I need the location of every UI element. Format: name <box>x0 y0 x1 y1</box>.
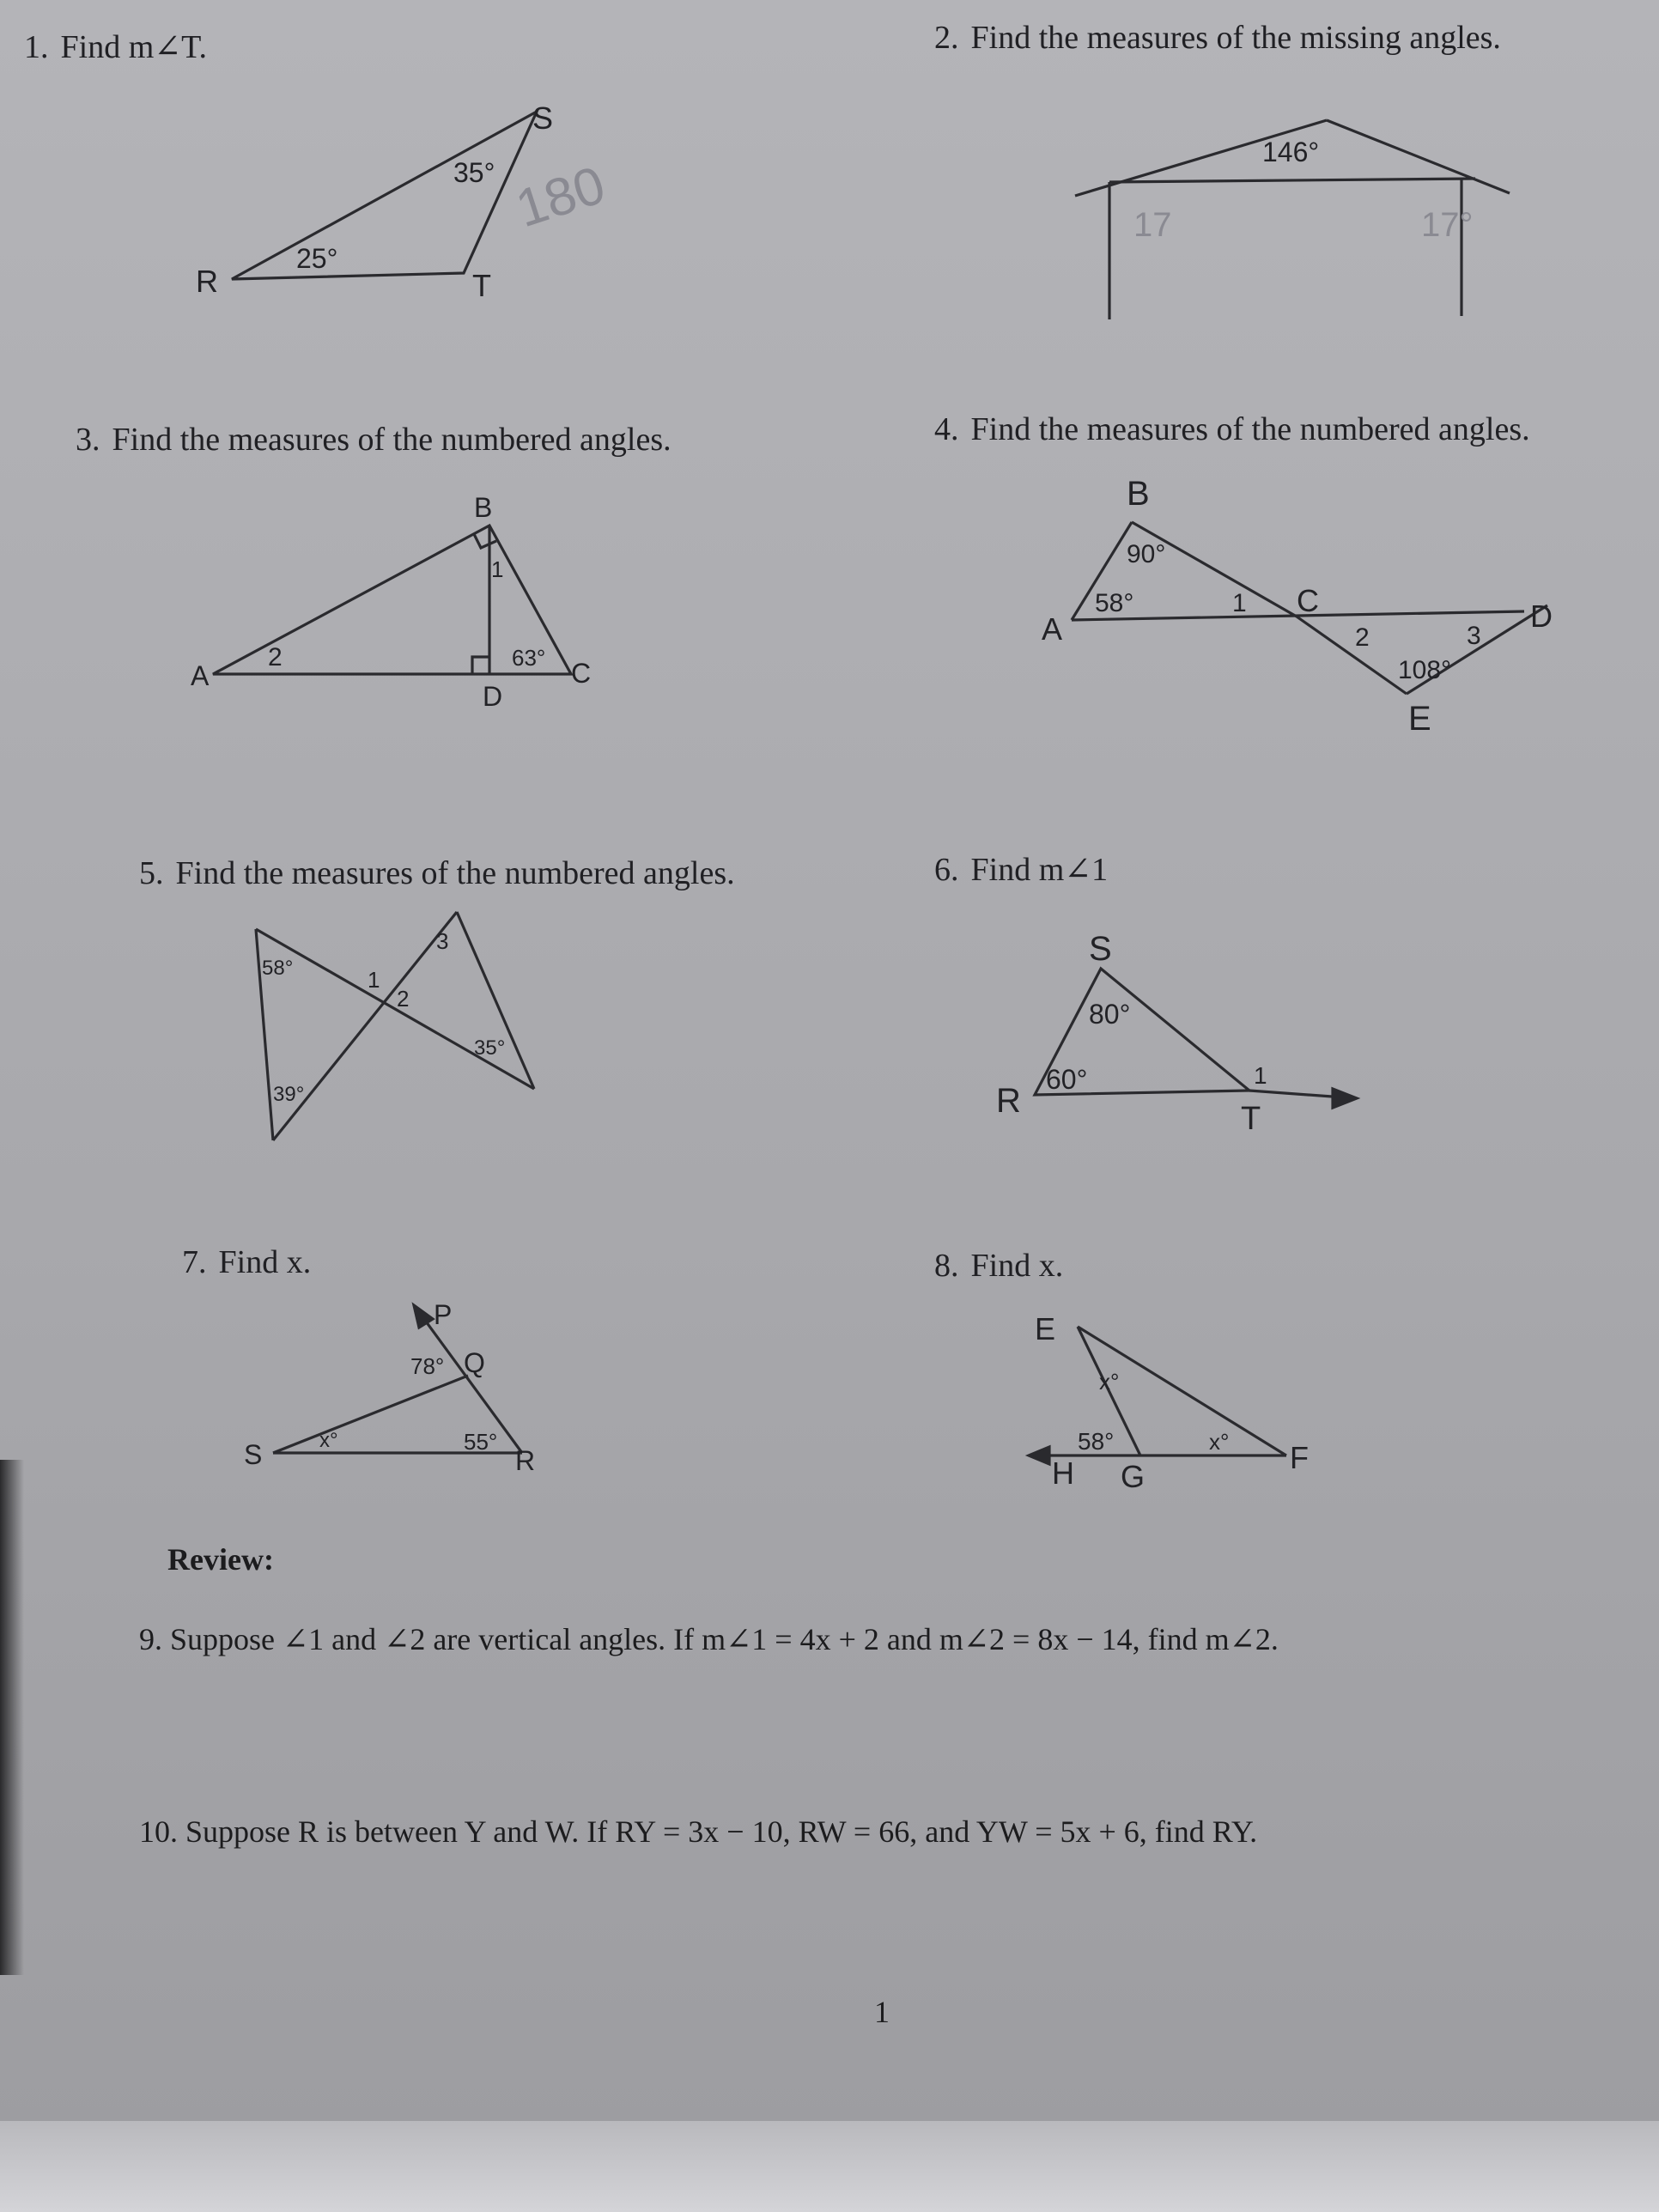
label-d: D <box>483 681 503 712</box>
roof-right-slope <box>1327 120 1510 193</box>
problem-5-text: Find the measures of the numbered angles. <box>175 855 735 891</box>
right-side <box>457 912 534 1089</box>
handwritten-note: 180 <box>509 155 612 240</box>
problem-3-text: Find the measures of the numbered angles. <box>112 422 672 458</box>
angle-2-label: 2 <box>397 986 410 1012</box>
right-angle-mark-d <box>472 657 489 674</box>
angle-r-measure: 60° <box>1046 1064 1088 1095</box>
review-heading: Review: <box>167 1542 274 1577</box>
angle-1-label: 1 <box>1232 589 1247 617</box>
angle-bottom-left-measure: 39° <box>273 1083 305 1106</box>
problem-2-prompt <box>934 19 1501 57</box>
right-angle-mark-b <box>474 534 496 548</box>
problem-6-number: 6. <box>934 852 959 888</box>
problem-7-prompt <box>182 1243 311 1281</box>
angle-1-label: 1 <box>1254 1062 1267 1089</box>
angle-c-measure: 63° <box>512 645 546 671</box>
angle-r-measure: 55° <box>464 1429 498 1455</box>
angle-1-label: 1 <box>368 967 380 993</box>
problem-5-number: 5. <box>139 855 164 891</box>
problem-1-prompt <box>24 27 207 66</box>
segment-ce <box>1297 617 1407 694</box>
label-s: S <box>532 100 554 136</box>
angle-s-measure: 35° <box>453 157 495 188</box>
problem-2-text: Find the measures of the missing angles. <box>970 20 1501 56</box>
label-p: P <box>434 1299 453 1330</box>
label-h: H <box>1052 1455 1074 1491</box>
angle-q-measure: 78° <box>410 1353 445 1379</box>
angle-s-measure: 80° <box>1089 999 1131 1030</box>
label-a: A <box>1042 611 1063 647</box>
angle-2-label: 2 <box>1355 623 1370 652</box>
label-d: D <box>1530 599 1553 634</box>
left-angle-handwritten: 17 <box>1133 206 1172 244</box>
angle-1-label: 1 <box>491 556 504 582</box>
problem-6-prompt <box>934 850 1108 889</box>
angle-e-measure: 108° <box>1398 656 1452 684</box>
label-a: A <box>191 660 210 691</box>
label-e: E <box>1408 700 1431 738</box>
review-question-10: 10. Suppose R is between Y and W. If RY = 3x − 10, RW = 66, and YW = 5x + 6, find RY. <box>139 1814 1258 1849</box>
problem-4-number: 4. <box>934 411 959 447</box>
problem-5-prompt <box>139 854 735 892</box>
problem-7-text: Find x. <box>218 1244 312 1280</box>
page-number: 1 <box>874 1995 890 2029</box>
problem-8-number: 8. <box>934 1248 959 1284</box>
problem-4-prompt <box>934 410 1530 448</box>
label-b: B <box>1127 475 1150 513</box>
problem-3-number: 3. <box>76 422 100 458</box>
left-diagonal <box>256 929 534 1089</box>
problem-3-prompt <box>76 421 672 459</box>
angle-3-label: 3 <box>436 928 449 954</box>
ray-rt-extended <box>1249 1091 1344 1097</box>
triangle-rst <box>232 112 537 279</box>
angle-r-measure: 25° <box>296 243 338 274</box>
label-b: B <box>474 492 493 523</box>
review-question-9: 9. Suppose ∠1 and ∠2 are vertical angles. If m∠1 = 4x + 2 and m∠2 = 8x − 14, find m∠2. <box>139 1622 1279 1656</box>
label-r: R <box>515 1445 536 1476</box>
ray-h-arrowhead <box>1029 1447 1049 1464</box>
label-c: C <box>1297 583 1319 618</box>
right-angle-handwritten: 17° <box>1421 206 1474 244</box>
angle-2-label: 2 <box>268 643 283 672</box>
label-s: S <box>1089 930 1112 968</box>
angle-f-measure: x° <box>1209 1429 1230 1455</box>
label-t: T <box>1241 1101 1261 1137</box>
label-r: R <box>196 264 218 299</box>
roof-base <box>1109 179 1475 182</box>
apex-angle-measure: 146° <box>1262 137 1320 167</box>
cross-diagonal <box>273 912 457 1140</box>
ray-arrowhead <box>1333 1089 1357 1108</box>
segment-sq <box>273 1376 468 1453</box>
problem-7-number: 7. <box>182 1244 207 1280</box>
problem-8-text: Find x. <box>970 1248 1064 1284</box>
label-q: Q <box>464 1347 485 1378</box>
problem-1-number: 1. <box>24 29 49 65</box>
background-surface <box>0 2121 1659 2212</box>
label-c: C <box>571 658 592 689</box>
angle-e-measure: x° <box>1099 1369 1120 1395</box>
problem-8-prompt <box>934 1247 1063 1285</box>
label-s: S <box>244 1439 263 1470</box>
angle-b-measure: 90° <box>1127 540 1166 568</box>
label-r: R <box>996 1082 1021 1120</box>
label-g: G <box>1121 1459 1146 1494</box>
ray-p-arrowhead <box>414 1305 433 1328</box>
angle-3-label: 3 <box>1467 622 1481 650</box>
angle-top-left-measure: 58° <box>262 957 294 980</box>
label-t: T <box>472 268 491 303</box>
angle-a-measure: 58° <box>1095 589 1134 617</box>
page-edge-shadow <box>0 1460 24 1975</box>
angle-g-measure: 58° <box>1078 1428 1115 1455</box>
angle-s-measure: x° <box>319 1429 338 1452</box>
label-e: E <box>1035 1311 1056 1346</box>
angle-bottom-right-measure: 35° <box>474 1036 506 1060</box>
segment-bc <box>1132 522 1297 617</box>
problem-1-text: Find m∠T. <box>60 29 207 65</box>
problem-2-number: 2. <box>934 20 959 56</box>
problem-4-text: Find the measures of the numbered angles. <box>970 411 1530 447</box>
label-f: F <box>1290 1440 1309 1475</box>
problem-6-text: Find m∠1 <box>970 852 1109 888</box>
